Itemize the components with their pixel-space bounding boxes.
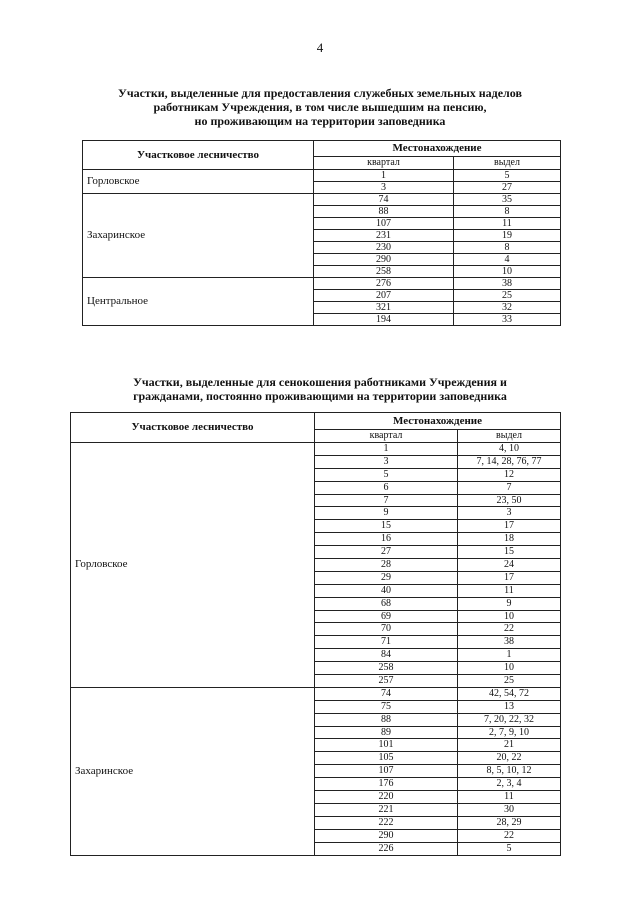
quarter-cell: 107 — [314, 218, 454, 230]
quarter-cell: 194 — [314, 314, 454, 326]
plot-cell: 7, 20, 22, 32 — [458, 713, 561, 726]
quarter-cell: 101 — [315, 739, 458, 752]
quarter-cell: 3 — [314, 182, 454, 194]
quarter-cell: 105 — [315, 752, 458, 765]
plot-cell: 28, 29 — [458, 816, 561, 829]
header-row — [83, 141, 561, 157]
plot-cell: 3 — [458, 507, 561, 520]
plot-cell: 5 — [454, 170, 561, 182]
plot-cell: 11 — [454, 218, 561, 230]
header-location: Местонахождение — [315, 413, 561, 430]
quarter-cell: 27 — [315, 546, 458, 559]
plot-cell: 17 — [458, 571, 561, 584]
plot-cell: 2, 7, 9, 10 — [458, 726, 561, 739]
section2-title — [80, 375, 560, 403]
quarter-cell: 74 — [315, 687, 458, 700]
plot-cell: 7, 14, 28, 76, 77 — [458, 455, 561, 468]
page-number: 4 — [316, 40, 324, 55]
quarter-cell: 28 — [315, 559, 458, 572]
district-name: Центральное — [83, 278, 314, 326]
quarter-cell: 221 — [315, 803, 458, 816]
section1-table — [82, 140, 561, 326]
plot-cell: 9 — [458, 597, 561, 610]
plot-cell: 4 — [454, 254, 561, 266]
plot-cell: 33 — [454, 314, 561, 326]
quarter-cell: 7 — [315, 494, 458, 507]
quarter-cell: 71 — [315, 636, 458, 649]
header-plot: выдел — [454, 157, 561, 170]
plot-cell: 24 — [458, 559, 561, 572]
quarter-cell: 70 — [315, 623, 458, 636]
header-plot: выдел — [458, 430, 561, 443]
plot-cell: 42, 54, 72 — [458, 687, 561, 700]
quarter-cell: 290 — [314, 254, 454, 266]
quarter-cell: 220 — [315, 791, 458, 804]
quarter-cell: 5 — [315, 468, 458, 481]
plot-cell: 11 — [458, 584, 561, 597]
plot-cell: 12 — [458, 468, 561, 481]
quarter-cell: 16 — [315, 533, 458, 546]
plot-cell: 38 — [458, 636, 561, 649]
header-row — [71, 413, 561, 430]
header-quarter: квартал — [315, 430, 458, 443]
table-row — [71, 687, 561, 700]
quarter-cell: 75 — [315, 700, 458, 713]
table-row — [83, 278, 561, 290]
quarter-cell: 257 — [315, 675, 458, 688]
plot-cell: 27 — [454, 182, 561, 194]
quarter-cell: 231 — [314, 230, 454, 242]
quarter-cell: 276 — [314, 278, 454, 290]
quarter-cell: 1 — [314, 170, 454, 182]
section1-title-line: но проживающим на территории заповедника — [194, 114, 446, 128]
plot-cell: 11 — [458, 791, 561, 804]
header-quarter: квартал — [314, 157, 454, 170]
quarter-cell: 84 — [315, 649, 458, 662]
plot-cell: 8, 5, 10, 12 — [458, 765, 561, 778]
quarter-cell: 88 — [315, 713, 458, 726]
quarter-cell: 9 — [315, 507, 458, 520]
header-forestry: Участковое лесничество — [83, 141, 314, 170]
plot-cell: 30 — [458, 803, 561, 816]
plot-cell: 25 — [454, 290, 561, 302]
plot-cell: 5 — [458, 842, 561, 855]
quarter-cell: 68 — [315, 597, 458, 610]
section1-title-line: Участки, выделенные для предоставления служебных земельных наделов — [118, 86, 522, 100]
district-name: Горловское — [71, 443, 315, 688]
quarter-cell: 29 — [315, 571, 458, 584]
plot-cell: 19 — [454, 230, 561, 242]
header-forestry: Участковое лесничество — [71, 413, 315, 443]
plot-cell: 10 — [454, 266, 561, 278]
quarter-cell: 69 — [315, 610, 458, 623]
plot-cell: 20, 22 — [458, 752, 561, 765]
quarter-cell: 207 — [314, 290, 454, 302]
plot-cell: 4, 10 — [458, 443, 561, 456]
table-row — [71, 443, 561, 456]
plot-cell: 7 — [458, 481, 561, 494]
district-name: Захаринское — [71, 687, 315, 855]
quarter-cell: 88 — [314, 206, 454, 218]
quarter-cell: 40 — [315, 584, 458, 597]
quarter-cell: 321 — [314, 302, 454, 314]
quarter-cell: 230 — [314, 242, 454, 254]
quarter-cell: 3 — [315, 455, 458, 468]
plot-cell: 13 — [458, 700, 561, 713]
section2-title-line: Участки, выделенные для сенокошения работниками Учреждения и — [133, 375, 507, 389]
plot-cell: 18 — [458, 533, 561, 546]
quarter-cell: 258 — [315, 662, 458, 675]
quarter-cell: 6 — [315, 481, 458, 494]
quarter-cell: 74 — [314, 194, 454, 206]
quarter-cell: 176 — [315, 778, 458, 791]
section2-title-line: гражданами, постоянно проживающими на территории заповедника — [133, 389, 507, 403]
table-row — [83, 170, 561, 182]
district-name: Захаринское — [83, 194, 314, 278]
plot-cell: 25 — [458, 675, 561, 688]
section1-title — [80, 86, 560, 128]
quarter-cell: 226 — [315, 842, 458, 855]
plot-cell: 32 — [454, 302, 561, 314]
quarter-cell: 258 — [314, 266, 454, 278]
plot-cell: 2, 3, 4 — [458, 778, 561, 791]
quarter-cell: 15 — [315, 520, 458, 533]
plot-cell: 38 — [454, 278, 561, 290]
header-location: Местонахождение — [314, 141, 561, 157]
plot-cell: 22 — [458, 829, 561, 842]
quarter-cell: 222 — [315, 816, 458, 829]
section1-title-line: работникам Учреждения, в том числе вышедшим на пенсию, — [153, 100, 487, 114]
plot-cell: 22 — [458, 623, 561, 636]
quarter-cell: 1 — [315, 443, 458, 456]
quarter-cell: 290 — [315, 829, 458, 842]
plot-cell: 8 — [454, 242, 561, 254]
section2-table — [70, 412, 561, 856]
plot-cell: 10 — [458, 610, 561, 623]
plot-cell: 17 — [458, 520, 561, 533]
table-row — [83, 194, 561, 206]
quarter-cell: 107 — [315, 765, 458, 778]
plot-cell: 35 — [454, 194, 561, 206]
plot-cell: 1 — [458, 649, 561, 662]
plot-cell: 23, 50 — [458, 494, 561, 507]
district-name: Горловское — [83, 170, 314, 194]
quarter-cell: 89 — [315, 726, 458, 739]
plot-cell: 8 — [454, 206, 561, 218]
plot-cell: 21 — [458, 739, 561, 752]
plot-cell: 15 — [458, 546, 561, 559]
plot-cell: 10 — [458, 662, 561, 675]
